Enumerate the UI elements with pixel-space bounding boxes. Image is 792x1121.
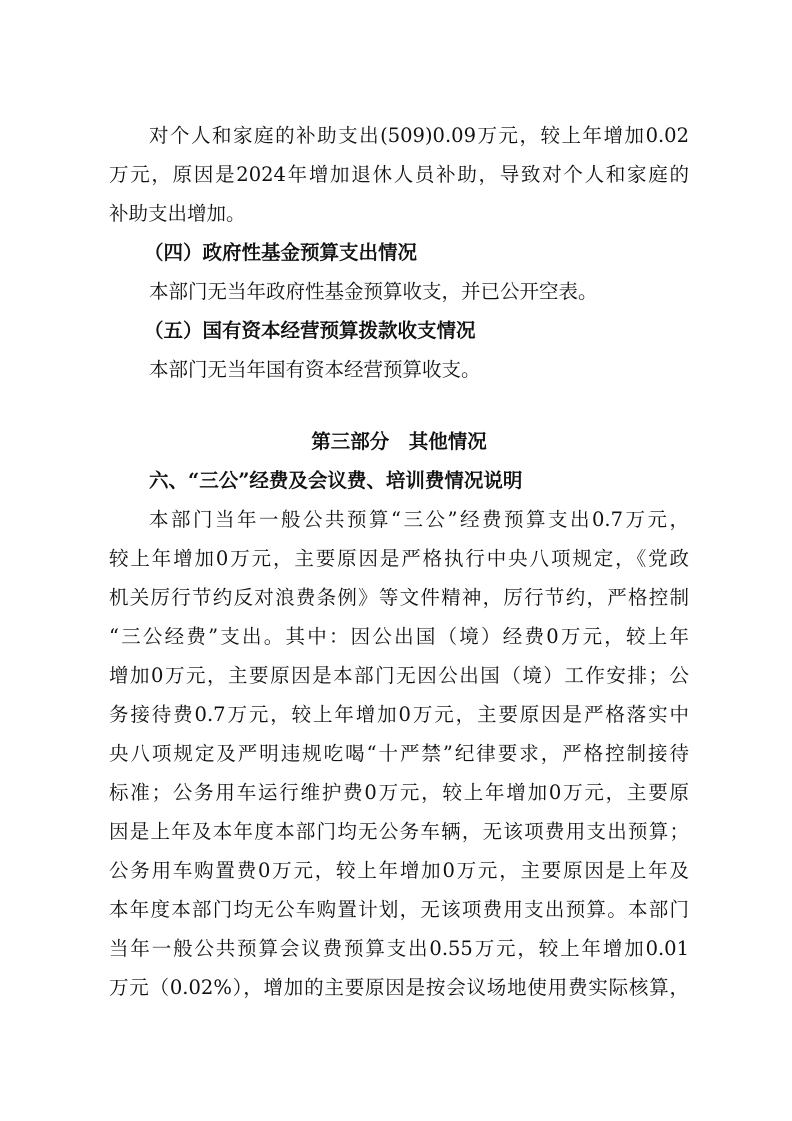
paragraph-line: 央八项规定及严明违规吃喝“十严禁”纪律要求，严格控制接待	[109, 742, 689, 765]
section-heading-4: （四）政府性基金预算支出情况	[144, 241, 418, 264]
paragraph-line: 本部门无当年国有资本经营预算收支。	[149, 358, 481, 381]
paragraph-line: 补助支出增加。	[109, 202, 246, 225]
paragraph-line: 对个人和家庭的补助支出(509)0.09万元，较上年增加0.02	[149, 124, 689, 147]
paragraph-line: 机关厉行节约反对浪费条例》等文件精神，厉行节约，严格控制	[109, 586, 689, 609]
paragraph-line: 万元，原因是2024年增加退休人员补助，导致对个人和家庭的	[109, 163, 689, 186]
paragraph-line: “三公经费”支出。其中：因公出国（境）经费0万元，较上年	[109, 625, 689, 648]
section-heading-6: 六、“三公”经费及会议费、培训费情况说明	[149, 469, 523, 492]
part-title: 第三部分 其他情况	[311, 430, 487, 453]
paragraph-line: 当年一般公共预算会议费预算支出0.55万元，较上年增加0.01	[109, 937, 689, 960]
paragraph-line: 本部门无当年政府性基金预算收支，并已公开空表。	[149, 280, 598, 303]
paragraph-line: 标准；公务用车运行维护费0万元，较上年增加0万元，主要原	[109, 781, 689, 804]
paragraph-line: 万元（0.02%），增加的主要原因是按会议场地使用费实际核算，	[109, 976, 689, 999]
section-heading-5: （五）国有资本经营预算拨款收支情况	[144, 319, 476, 342]
paragraph-line: 增加0万元，主要原因是本部门无因公出国（境）工作安排；公	[109, 664, 689, 687]
paragraph-line: 公务用车购置费0万元，较上年增加0万元，主要原因是上年及	[109, 859, 689, 882]
paragraph-line: 本年度本部门均无公车购置计划，无该项费用支出预算。本部门	[109, 898, 689, 921]
paragraph-line: 较上年增加0万元，主要原因是严格执行中央八项规定，《党政	[109, 547, 689, 570]
paragraph-line: 本部门当年一般公共预算“三公”经费预算支出0.7万元，	[149, 508, 689, 531]
paragraph-line: 因是上年及本年度本部门均无公务车辆，无该项费用支出预算；	[109, 820, 689, 843]
paragraph-line: 务接待费0.7万元，较上年增加0万元，主要原因是严格落实中	[109, 703, 689, 726]
